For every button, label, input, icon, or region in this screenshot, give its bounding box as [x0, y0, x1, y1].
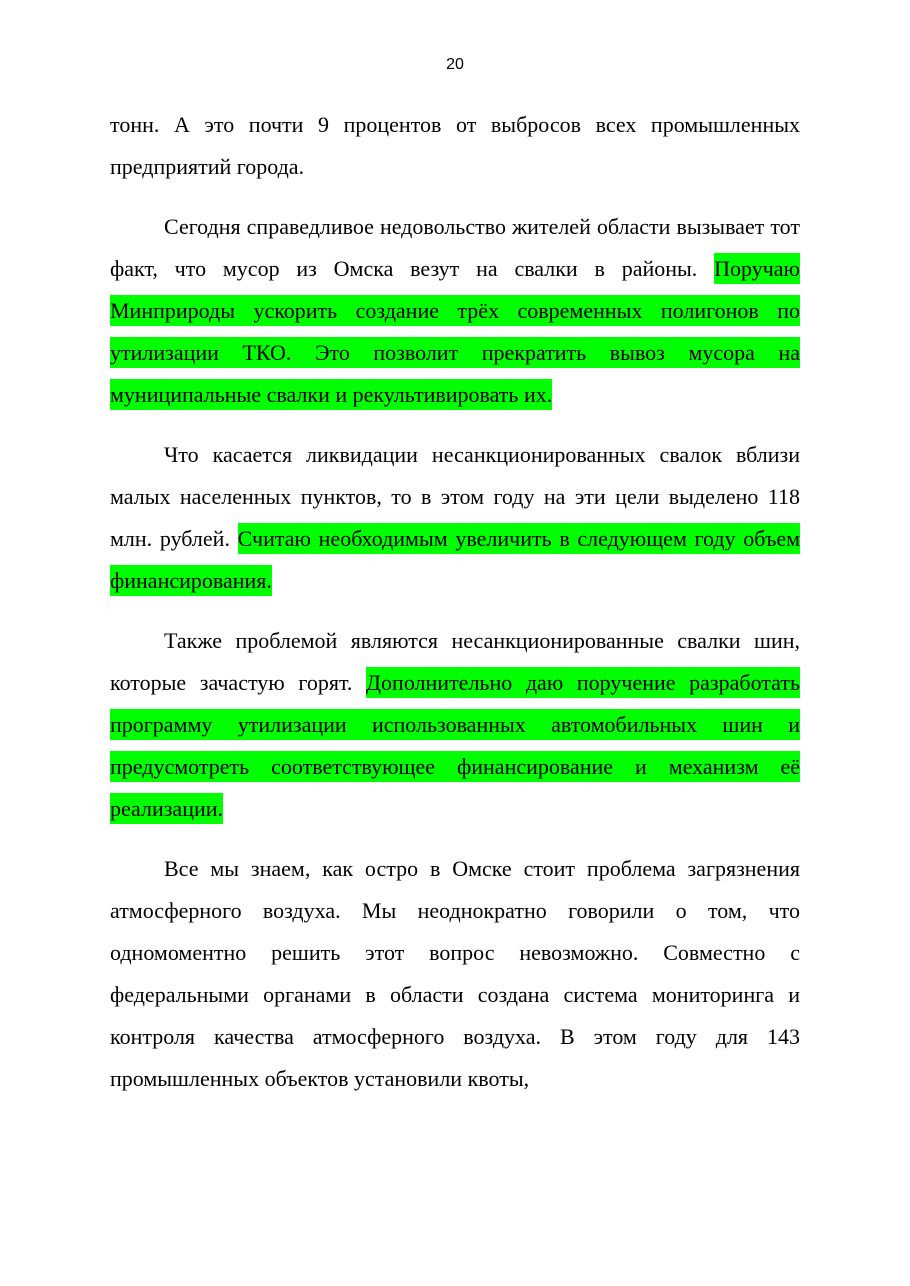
paragraph-text: Все мы знаем, как остро в Омске стоит проблема загрязнения атмосферного воздуха. Мы неоднократно говорили о том, что одномоментно решить этот вопрос невозможно. Совместно с федеральными органами в области создана система мониторинга и контроля качества атмосферного воздуха. В этом году для 143 промышленных объектов установили квоты, [110, 856, 800, 1091]
paragraph-text: Сегодня справедливое недовольство жителей области вызывает тот факт, что мусор из Омска везут на свалки в районы. [110, 214, 800, 281]
highlighted-text: Дополнительно даю поручение разработать программу утилизации использованных автомобильных шин и предусмотреть соответствующее финансирование и механизм её реализации. [110, 667, 800, 824]
document-body [110, 104, 800, 1118]
paragraph-text: Также проблемой являются несанкционированные свалки шин, которые зачастую горят. [110, 628, 800, 695]
paragraph-1 [110, 104, 800, 188]
highlighted-text: Поручаю Минприроды ускорить создание трёх современных полигонов по утилизации ТКО. Это позволит прекратить вывоз мусора на муниципальные свалки и рекультивировать их. [110, 253, 800, 410]
highlighted-text: Считаю необходимым увеличить в следующем году объем финансирования. [110, 523, 800, 596]
paragraph-2 [110, 206, 800, 416]
paragraph-5 [110, 848, 800, 1100]
paragraph-4 [110, 620, 800, 830]
paragraph-3 [110, 434, 800, 602]
paragraph-text: Что касается ликвидации несанкционированных свалок вблизи малых населенных пунктов, то в этом году на эти цели выделено 118 млн. рублей. [110, 442, 800, 551]
paragraph-text: тонн. А это почти 9 процентов от выбросов всех промышленных предприятий города. [110, 112, 800, 179]
page-number: 20 [446, 56, 464, 73]
